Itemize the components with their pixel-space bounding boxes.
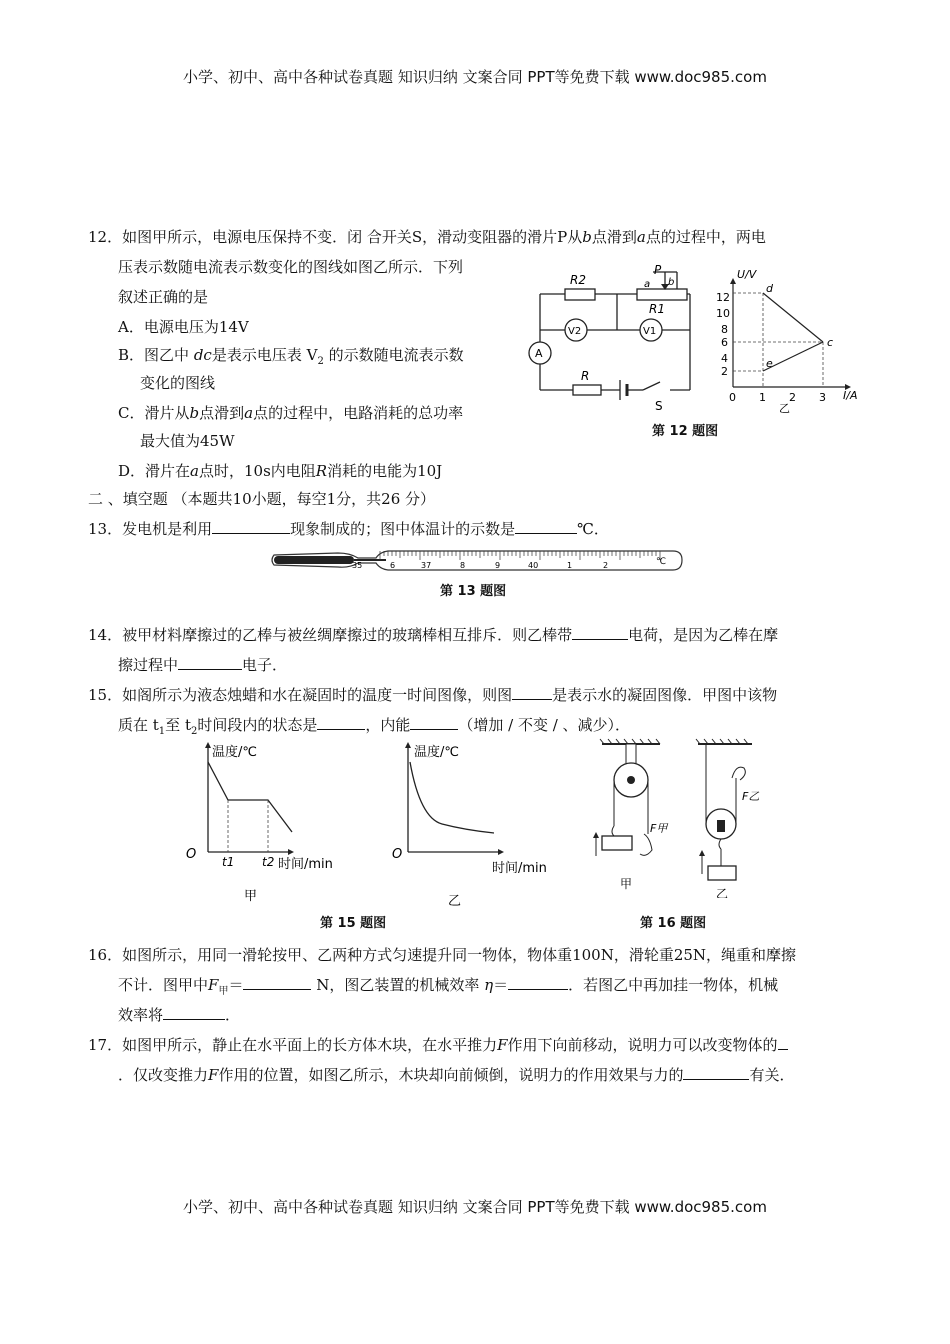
r2-resistor — [565, 289, 595, 300]
q13-caption: 第 13 题图 — [440, 584, 507, 599]
q12-caption: 第 12 题图 — [652, 424, 719, 439]
hand-jia-icon — [640, 834, 652, 855]
q17-line2: ．仅改变推力F作用的位置，如图乙所示，木块却向前倾倒，说明力的作用效果与力的 有关． — [118, 1066, 795, 1084]
xtick-2: 2 — [789, 391, 796, 404]
ytick-6: 6 — [721, 336, 728, 349]
q17-line1: 17．如图甲所示，静止在水平面上的长方体木块，在水平推力F作用下向前移动，说明力可以改变物体的 — [88, 1034, 788, 1055]
ytick-2: 2 — [721, 365, 728, 378]
q16-line3: 效率将 ． — [118, 1006, 241, 1024]
scale-unit: ℃ — [656, 557, 667, 567]
ytick-10: 10 — [716, 307, 730, 320]
yi-origin: O — [392, 847, 403, 862]
q16-line1: 16．如图所示，用同一滑轮按甲、乙两种方式匀速提升同一物体，物体重100N，滑轮重25N，绳重和摩擦 — [88, 946, 797, 964]
label-p: P — [654, 263, 662, 277]
label-a: A — [535, 347, 543, 360]
graph-yi-label: 乙 — [779, 402, 790, 415]
xtick-3: 3 — [819, 391, 826, 404]
jia-ylabel: 温度/℃ — [212, 745, 257, 760]
weight-yi — [708, 866, 736, 880]
ytick-8: 8 — [721, 323, 728, 336]
yi-ylabel: 温度/℃ — [414, 745, 459, 760]
scale-6: 6 — [390, 561, 396, 570]
hand-yi-icon — [732, 767, 745, 780]
graph-xlabel: I/A — [843, 389, 858, 402]
q12-option-b-cont: 变化的图线 — [140, 374, 216, 392]
q14-line1: 14．被甲材料摩擦过的乙棒与被丝绸摩擦过的玻璃棒相互排斥．则乙棒带 电荷，是因为乙棒在摩 — [88, 626, 779, 644]
scale-37: 37 — [421, 561, 432, 570]
ytick-4: 4 — [721, 352, 728, 365]
ytick-12: 12 — [716, 291, 730, 304]
point-c: c — [827, 336, 834, 349]
mercury-column — [274, 556, 354, 564]
label-v1: V1 — [643, 326, 657, 337]
jia-label: 甲 — [244, 889, 258, 904]
label-s: S — [655, 399, 663, 413]
q12-option-d: D．滑片在a点时，10s内电阻R消耗的电能为10J — [118, 462, 443, 480]
scale-2: 2 — [603, 561, 609, 570]
q13-line1: 13．发电机是利用 现象制成的；图中体温计的示数是 ℃． — [88, 520, 609, 538]
q12-line3: 叙述正确的是 — [118, 288, 209, 306]
scale-1: 1 — [567, 561, 573, 570]
q16-line2: 不计．图甲中$F_甲= N$，图乙装置的机械效率 η＝ ．若图乙中再加挂一物体，机械 — [118, 976, 779, 997]
q12-option-a: A．电源电压为14V — [118, 318, 249, 336]
scale-9: 9 — [495, 561, 501, 570]
q15-line2: 质在 $t_1$至 $t_2$时间段内的状态是 ，内能 （增加 / 不变 / 、减少）． — [118, 716, 631, 737]
q14-line2: 擦过程中 电子． — [118, 656, 288, 674]
weight-jia — [602, 836, 632, 850]
graph-ylabel: U/V — [737, 268, 757, 281]
q12-option-b: B．图乙中 dc是表示电压表 $V_2$ 的示数随电流表示数 — [118, 346, 464, 367]
f-yi-label: F乙 — [742, 790, 760, 803]
section-2-title: 二 、填空题 （本题共10小题，每空1分，共26 分） — [88, 490, 436, 508]
scale-40: 40 — [528, 561, 539, 570]
q16-yi-label: 乙 — [716, 887, 729, 898]
label-r1: R1 — [649, 302, 665, 316]
q12-line2: 压表示数随电流表示数变化的图线如图乙所示．下列 — [118, 258, 464, 276]
label-r2: R2 — [570, 273, 586, 287]
q16-jia-label: 甲 — [620, 877, 633, 891]
r1-rheostat — [637, 289, 687, 300]
yi-xlabel: 时间/min — [492, 861, 547, 876]
jia-xlabel: 时间/min — [278, 857, 333, 872]
q15-figure — [180, 740, 570, 910]
q16-caption: 第 16 题图 — [640, 916, 707, 931]
q12-graph-guides — [733, 293, 823, 387]
label-a-point: a — [644, 279, 651, 290]
q12-figure — [525, 262, 870, 442]
q12-option-c-cont: 最大值为45W — [140, 432, 235, 450]
r-resistor — [573, 385, 601, 395]
q15-caption: 第 15 题图 — [320, 916, 387, 931]
page-header: 小学、初中、高中各种试卷真题 知识归纳 文案合同 PPT等免费下载 www.doc985.com — [183, 68, 767, 86]
page-footer: 小学、初中、高中各种试卷真题 知识归纳 文案合同 PPT等免费下载 www.doc985.com — [183, 1198, 767, 1216]
line-dc — [763, 293, 823, 342]
jia-origin: O — [186, 847, 197, 862]
point-e: e — [766, 357, 773, 370]
q12-line1: 12．如图甲所示，电源电压保持不变．闭 合开关S，滑动变阻器的滑片P从b点滑到a点的过程中，两电 — [88, 228, 766, 246]
xtick-0: 0 — [729, 391, 736, 404]
q15-line1: 15．如阁所示为液态烛蜡和水在凝固时的温度一时间图像，则图 是表示水的凝固图像．甲图中该物 — [88, 686, 778, 704]
q12-option-c: C．滑片从b点滑到a点的过程中，电路消耗的总功率 — [118, 404, 464, 422]
q13-thermometer — [268, 544, 688, 578]
xtick-1: 1 — [759, 391, 766, 404]
yi-label: 乙 — [448, 894, 462, 909]
label-r: R — [581, 369, 590, 383]
point-d: d — [766, 282, 773, 295]
jia-t2: t2 — [262, 855, 275, 869]
scale-35: 35 — [352, 561, 363, 570]
scale-8: 8 — [460, 561, 466, 570]
jia-t1: t1 — [222, 855, 235, 869]
q16-figure — [590, 738, 760, 898]
f-jia-label: F甲 — [650, 822, 668, 835]
label-b-point: b — [668, 277, 675, 288]
label-v2: V2 — [568, 326, 582, 337]
